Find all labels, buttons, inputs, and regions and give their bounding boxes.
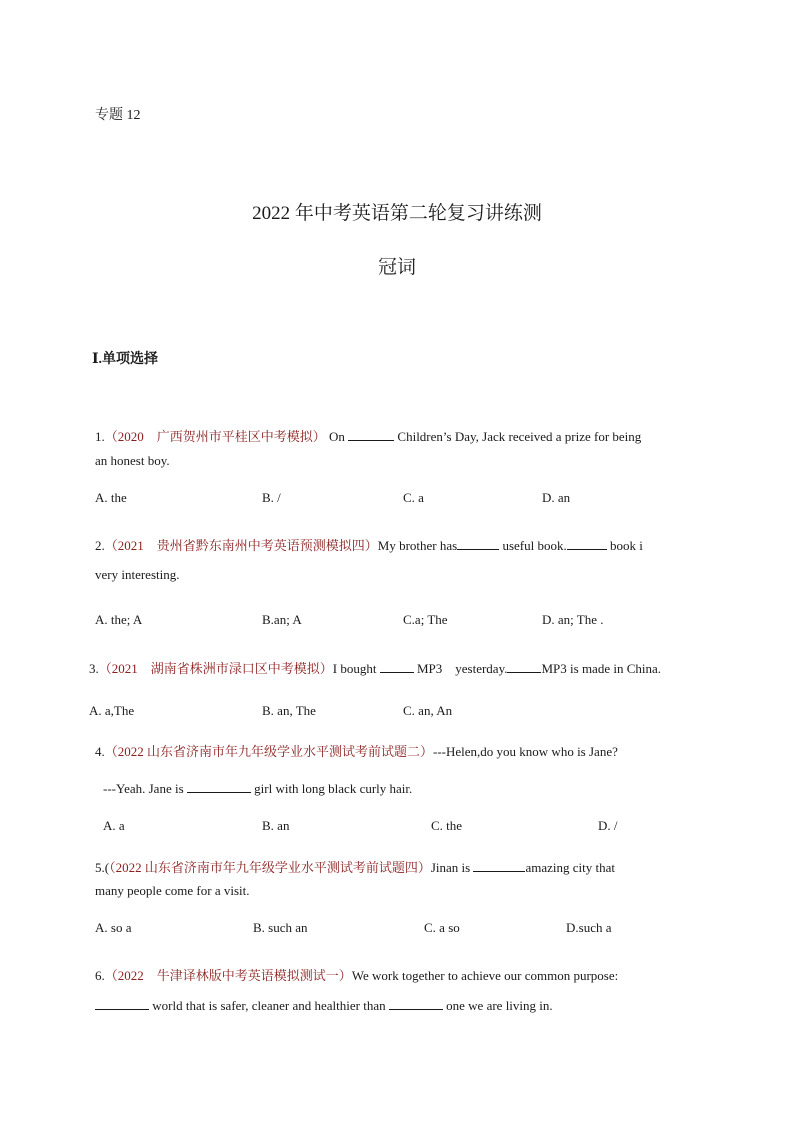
option-b: B.an; A (262, 612, 302, 627)
option-c: C. a so (424, 920, 460, 935)
question-text: girl with long black curly hair. (250, 781, 413, 796)
question-6-line-1 (95, 965, 618, 984)
option-d: D.such a (566, 920, 612, 935)
question-number: 4. (95, 744, 105, 759)
question-number: 3. (89, 661, 99, 676)
question-2-line-1 (95, 535, 643, 554)
option-d: D. an (542, 490, 571, 505)
answer-blank (380, 660, 414, 673)
answer-blank (473, 859, 525, 872)
document-title: 2022 年中考英语第二轮复习讲练测 (252, 203, 542, 224)
question-4-line-2 (103, 780, 412, 797)
question-source: （2020 广西贺州市平桂区中考模拟） (104, 429, 326, 444)
option-b: B. an, The (262, 703, 316, 718)
answer-blank (95, 997, 149, 1010)
question-text: ---Yeah. Jane is (103, 781, 187, 796)
answer-blank (507, 660, 541, 673)
question-source: （2021 贵州省黔东南州中考英语预测模拟四） (104, 538, 378, 553)
option-a: A. a (103, 818, 125, 833)
series-label: 专题 12 (95, 108, 141, 123)
option-b: B. an (262, 818, 290, 833)
question-text: On (325, 429, 349, 444)
option-c: C. the (431, 818, 463, 833)
question-4-line-1 (95, 741, 618, 760)
question-source: （2022 山东省济南市年九年级学业水平测试考前试题四） (109, 860, 431, 875)
question-text: book i (606, 538, 643, 553)
answer-blank (567, 537, 607, 550)
question-source: （2022 牛津译林版中考英语模拟测试一） (104, 968, 352, 983)
question-text: We work together to achieve our common purpose: (351, 968, 619, 983)
question-5-line-2: many people come for a visit. (95, 883, 250, 898)
question-text: I bought (332, 661, 380, 676)
question-text: ---Helen,do you know who is Jane? (433, 744, 618, 759)
question-number: 5.( (95, 860, 110, 875)
question-number: 2. (95, 538, 105, 553)
question-text: useful book. (499, 538, 567, 553)
option-b: B. such an (253, 920, 308, 935)
option-a: A. the; A (95, 612, 143, 627)
question-3-line-1 (89, 658, 661, 677)
section-heading: Ⅰ.单项选择 (92, 352, 159, 367)
option-b: B. / (262, 490, 281, 505)
question-2-line-2: very interesting. (95, 567, 180, 582)
question-1-line-2: an honest boy. (95, 453, 170, 468)
option-c: C. a (403, 490, 424, 505)
question-text: Jinan is (430, 860, 474, 875)
answer-blank (389, 997, 443, 1010)
question-text: MP3 is made in China. (541, 661, 662, 676)
option-d: D. / (598, 818, 618, 833)
question-6-line-2 (95, 997, 553, 1014)
option-c: C. an, An (403, 703, 453, 718)
option-c: C.a; The (403, 612, 448, 627)
answer-blank (348, 428, 394, 441)
answer-blank (457, 537, 499, 550)
option-a: A. a,The (89, 703, 135, 718)
question-text: amazing city that (525, 860, 616, 875)
option-a: A. the (95, 490, 127, 505)
question-source: （2022 山东省济南市年九年级学业水平测试考前试题二） (104, 744, 434, 759)
question-source: （2021 湖南省株洲市渌口区中考模拟） (98, 661, 333, 676)
question-1-line-1 (95, 426, 641, 445)
question-5-line-1 (95, 857, 615, 876)
question-text: Children’s Day, Jack received a prize for being (394, 429, 642, 444)
question-text: one we are living in. (442, 998, 553, 1013)
option-a: A. so a (95, 920, 132, 935)
question-number: 1. (95, 429, 105, 444)
question-number: 6. (95, 968, 105, 983)
question-text: My brother has (377, 538, 458, 553)
question-text: MP3 yesterday. (413, 661, 508, 676)
answer-blank (187, 780, 251, 793)
option-d: D. an; The . (542, 612, 604, 627)
document-subtitle: 冠词 (377, 257, 416, 278)
question-text: world that is safer, cleaner and healthier than (149, 998, 389, 1013)
